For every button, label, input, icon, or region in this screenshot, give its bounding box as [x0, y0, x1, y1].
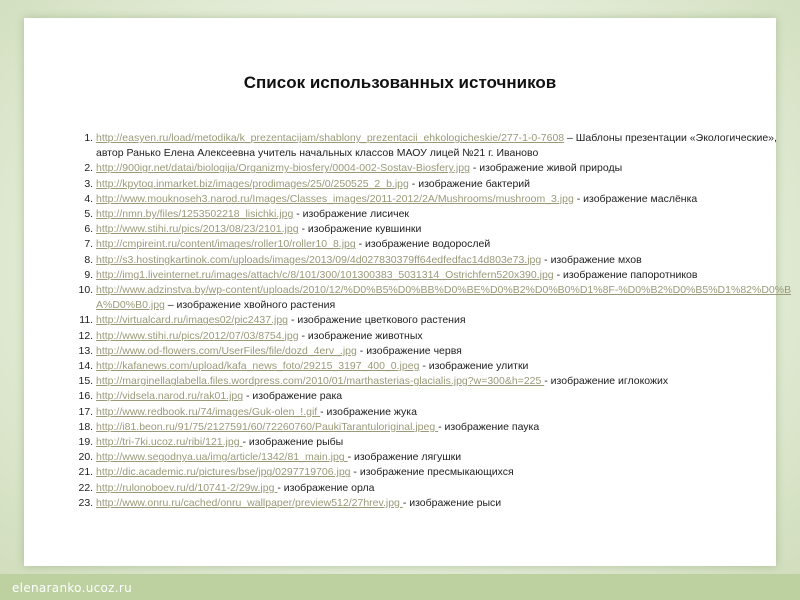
reference-item [96, 237, 796, 252]
reference-link[interactable]: http://rulonoboev.ru/d/10741-2/29w.jpg [96, 481, 278, 494]
reference-description: - изображение жука [320, 405, 417, 418]
reference-link[interactable]: http://www.segodnya.ua/img/article/1342/81_main.jpg [96, 451, 348, 464]
reference-description: - изображение лисичек [293, 208, 410, 221]
reference-description: - изображение цветкового растения [288, 314, 466, 327]
reference-description: - изображение лягушки [347, 451, 462, 464]
reference-link[interactable]: http://www.redbook.ru/74/images/Guk-olen_!.gif [96, 405, 321, 418]
reference-item [96, 161, 796, 176]
reference-link[interactable]: http://i81.beon.ru/91/75/2127591/60/72260760/PaukiTarantuloriginal.jpeg [96, 420, 439, 433]
reference-description: – Шаблоны презентации «Экологические», автор Ранько Елена Алексеевна учитель начальных классов МАОУ лицей №21 г. Иваново [96, 132, 777, 160]
reference-item [96, 207, 796, 222]
reference-item [96, 268, 796, 283]
reference-description: - изображение бактерий [408, 177, 531, 190]
reference-item [96, 374, 796, 389]
reference-link[interactable]: http://kpytoq.inmarket.biz/images/prodimages/25/0/250525_2_b.jpg [96, 177, 409, 190]
reference-link[interactable]: http://kafanews.com/upload/kafa_news_foto/29215_3197_400_0.jpeg [96, 360, 420, 373]
reference-description: - изображение пресмыкающихся [350, 466, 514, 479]
reference-link[interactable]: http://900igr.net/datai/biologija/Organizmy-biosfery/0004-002-Sostav-Biosfery.jpg [96, 162, 470, 175]
reference-description: - изображение орла [277, 481, 375, 494]
reference-description: - изображение иглокожих [544, 375, 669, 388]
reference-item [96, 359, 796, 374]
footer-site-label: elenaranko.ucoz.ru [12, 581, 133, 595]
reference-item [96, 405, 796, 420]
reference-link[interactable]: http://cmpireint.ru/content/images/roller10/roller10_8.jpg [96, 238, 356, 251]
reference-link[interactable]: http://www.onru.ru/cached/onru_wallpaper/preview512/27hrev.jpg [96, 496, 403, 509]
reference-description: - изображение рыбы [242, 436, 344, 449]
reference-item [96, 131, 796, 161]
reference-description: - изображение улитки [419, 360, 529, 373]
reference-description: - изображение паука [438, 420, 540, 433]
page-title: Список использованных источников [243, 73, 557, 92]
reference-link[interactable]: http://easyen.ru/load/metodika/k_prezentacijam/shablony_prezentacii_ehkologicheskie/277-1-0-7608 [96, 132, 565, 144]
reference-link[interactable]: http://www.stihi.ru/pics/2013/08/23/2101.jpg [96, 223, 299, 236]
reference-item [96, 329, 796, 344]
reference-item [96, 253, 796, 268]
reference-item [96, 344, 796, 359]
reference-item [96, 496, 796, 511]
reference-item [96, 313, 796, 328]
reference-description: - изображение маслёнка [573, 192, 698, 205]
reference-description: - изображение водорослей [355, 238, 491, 251]
reference-item [96, 389, 796, 404]
reference-description: - изображение кувшинки [298, 223, 422, 236]
references-list [70, 131, 796, 511]
reference-item [96, 177, 796, 192]
content-card [24, 18, 792, 566]
reference-description: - изображение рака [243, 390, 343, 403]
reference-description: - изображение животных [298, 329, 423, 342]
reference-description: - изображение рыси [402, 496, 502, 509]
reference-item [96, 435, 796, 450]
reference-link[interactable]: http://vidsela.narod.ru/rak01.jpg [96, 390, 244, 403]
reference-link[interactable]: http://img1.liveinternet.ru/images/attach/c/8/101/300/101300383_5031314_Ostrichfern520x390.jpg [96, 268, 554, 281]
reference-description: - изображение папоротников [553, 268, 698, 281]
reference-description: - изображение живой природы [469, 162, 623, 175]
reference-item [96, 481, 796, 496]
reference-item [96, 420, 796, 435]
reference-link[interactable]: http://dic.academic.ru/pictures/bse/jpg/0297719706.jpg [96, 466, 351, 479]
reference-link[interactable]: http://www.stihi.ru/pics/2012/07/03/8754.jpg [96, 329, 299, 342]
reference-link[interactable]: http://marginellaglabella.files.wordpress.com/2010/01/marthasterias-glacialis.jpg?w=300&h=225 [96, 375, 545, 388]
reference-item [96, 192, 796, 207]
reference-item [96, 450, 796, 465]
reference-link[interactable]: http://www.od-flowers.com/UserFiles/file/dozd_4erv_.jpg [96, 344, 357, 357]
reference-link[interactable]: http://www.mouknoseh3.narod.ru/Images/Classes_images/2011-2012/2A/Mushrooms/mushroom_3.jpg [96, 192, 574, 205]
reference-link[interactable]: http://s3.hostingkartinok.com/uploads/images/2013/09/4d027830379ff64edfedfac14d803e73.jpg [96, 253, 542, 266]
reference-description: – изображение хвойного растения [164, 299, 336, 312]
reference-description: - изображение мхов [541, 253, 642, 266]
reference-link[interactable]: http://tri-7ki.ucoz.ru/ribi/121.jpg [96, 436, 243, 449]
reference-item [96, 222, 796, 237]
reference-item [96, 465, 796, 480]
reference-description: - изображение червя [356, 344, 462, 357]
reference-link[interactable]: http://virtualcard.ru/images02/pic2437.jpg [96, 314, 289, 327]
reference-item [96, 283, 796, 313]
reference-link[interactable]: http://nmn.by/files/1253502218_lisichki.jpg [96, 208, 294, 221]
reference-link[interactable]: http://www.adzinstva.by/wp-content/uploads/2010/12/%D0%B5%D0%BB%D0%BE%D0%B2%D0%B0%D1%8F-%D0%B2%D0%B5%D1%82%D0%BA%D0%B0.jpg [96, 284, 792, 312]
